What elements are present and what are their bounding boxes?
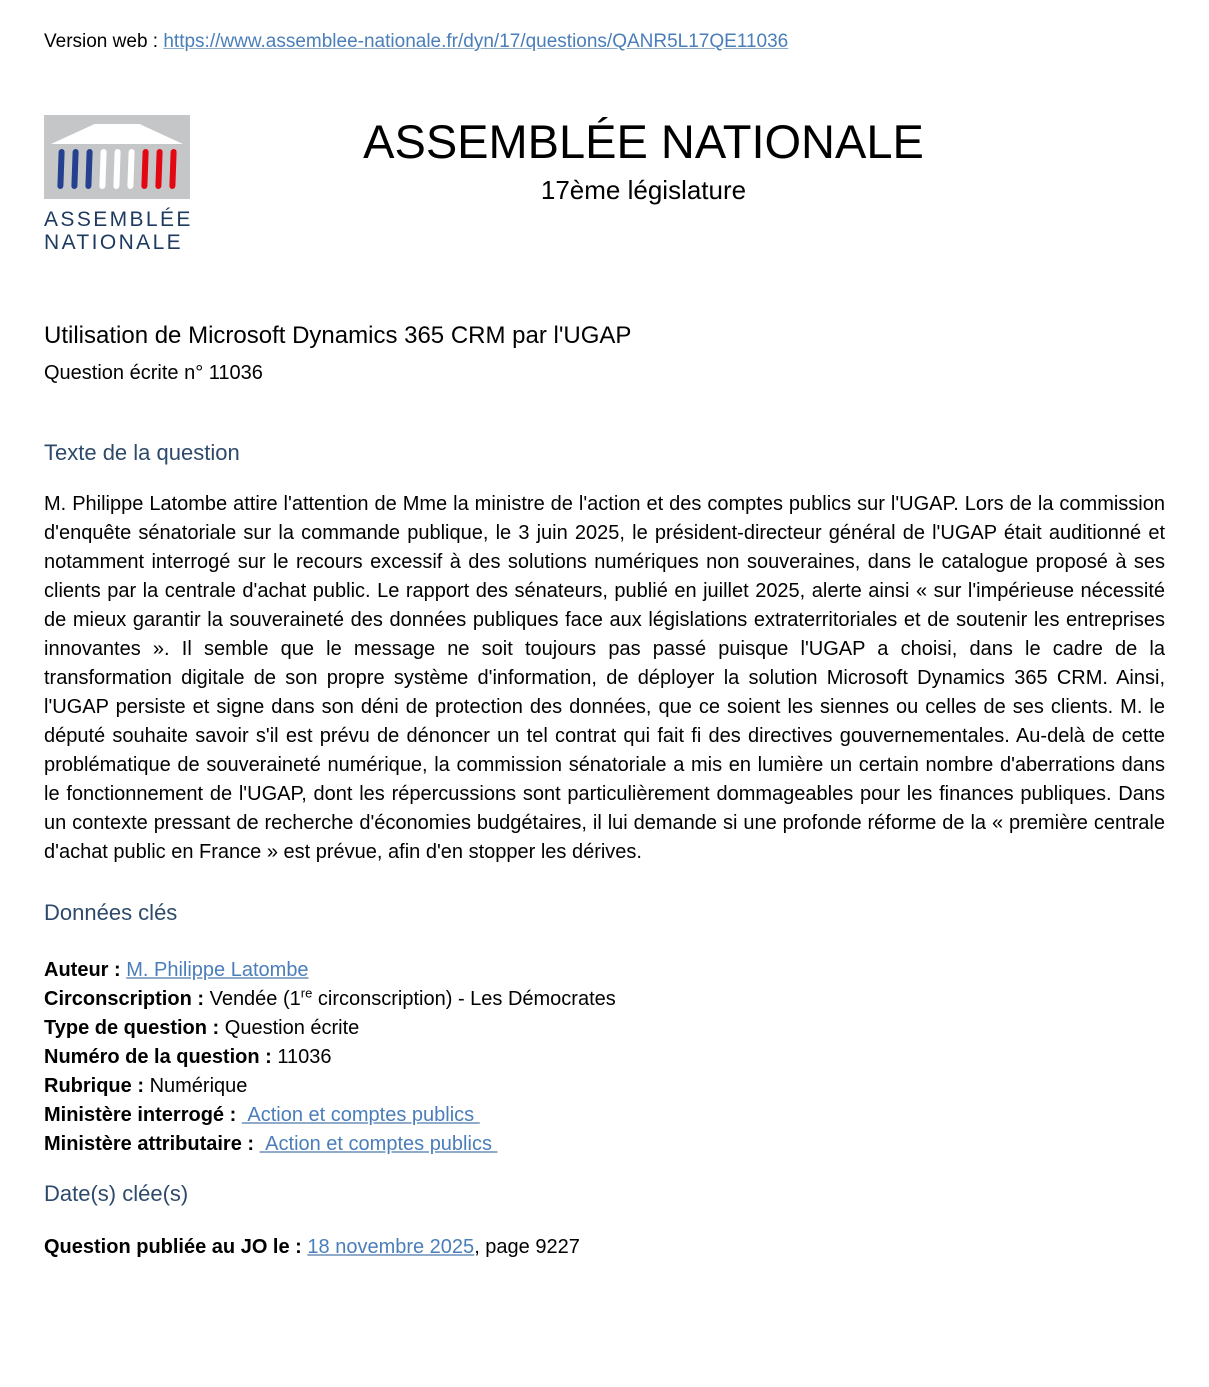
row-ministere-attributaire xyxy=(44,1130,1165,1159)
logo-column xyxy=(71,149,78,189)
pediment-shape xyxy=(51,124,183,144)
logo-column xyxy=(57,149,64,189)
auteur-link[interactable]: M. Philippe Latombe xyxy=(126,959,309,981)
legislature-subtitle: 17ème législature xyxy=(540,175,747,205)
logo-column xyxy=(141,149,148,189)
section-heading-donnees: Données clés xyxy=(44,900,178,925)
section-heading-dates: Date(s) clée(s) xyxy=(44,1181,189,1206)
type-question-label: Type de question : xyxy=(44,1017,220,1039)
logo-wordmark-line1: ASSEMBLÉE xyxy=(44,208,193,231)
rubrique-label: Rubrique : xyxy=(44,1075,144,1097)
logo-wordmark xyxy=(44,208,196,254)
auteur-label: Auteur : xyxy=(44,959,121,981)
version-web-line xyxy=(44,30,1165,53)
publication-page-suffix: , page 9227 xyxy=(474,1236,580,1258)
logo-column xyxy=(99,149,106,189)
row-ministere-interroge xyxy=(44,1101,1165,1130)
numero-question-value: 11036 xyxy=(277,1046,332,1068)
row-rubrique xyxy=(44,1072,1165,1101)
ministere-attributaire-label: Ministère attributaire : xyxy=(44,1133,255,1155)
logo-column xyxy=(113,149,120,189)
row-type-question xyxy=(44,1014,1165,1043)
question-number-line: Question écrite n° 11036 xyxy=(44,362,263,384)
question-body-text: M. Philippe Latombe attire l'attention de Mme la ministre de l'action et des comptes publics sur l'UGAP. Lors de la commission d'enquête sénatoriale sur la commande publique, le 3 juin 2025, le président-directeur général de l'UGAP était auditionné et notamment interrogé sur le recours excessif à des solutions numériques non souveraines, dans le catalogue proposé à ses clients par la centrale d'achat public. Le rapport des sénateurs, publié en juillet 2025, alerte ainsi « sur l'impérieuse nécessité de mieux garantir la souveraineté des données publiques face aux législations extraterritoriales et de soutenir les entreprises innovantes ». Il semble que le message ne soit toujours pas passé puisque l'UGAP a choisi, dans le cadre de la transformation digitale de son propre système d'information, de déployer la solution Microsoft Dynamics 365 CRM. Ainsi, l'UGAP persiste et signe dans son déni de protection des données, que ce soient les siennes ou celles de ses clients. M. le député souhaite savoir s'il est prévu de dénoncer un tel contrat qui fait fi des directives gouvernementales. Au-delà de cette problématique de souveraineté numérique, la commission sénatoriale a mis en lumière un certain nombre d'aberrations dans le fonctionnement de l'UGAP, dont les répercussions sont particulièrement dommageables pour les finances publiques. Dans un contexte pressant de recherche d'économies budgétaires, il lui demande si une profonde réforme de la « première centrale d'achat public en France » est prévue, afin d'en stopper les dérives. xyxy=(44,493,1165,863)
row-circonscription xyxy=(44,985,1165,1014)
logo-column xyxy=(169,149,176,189)
version-web-link[interactable]: https://www.assemblee-nationale.fr/dyn/17/questions/QANR5L17QE11036 xyxy=(163,31,789,52)
circonscription-label: Circonscription : xyxy=(44,988,205,1010)
logo-column xyxy=(127,149,134,189)
version-web-label: Version web : xyxy=(44,31,159,52)
section-heading-texte: Texte de la question xyxy=(44,440,240,465)
circonscription-value: Vendée (1re circonscription) - Les Démocrates xyxy=(209,985,616,1010)
page-header xyxy=(44,115,1165,254)
header-title-area xyxy=(196,115,1165,205)
publication-label: Question publiée au JO le : xyxy=(44,1236,302,1258)
assemblee-building-icon xyxy=(44,115,190,199)
assemblee-nationale-logo xyxy=(44,115,196,254)
numero-question-label: Numéro de la question : xyxy=(44,1046,272,1068)
logo-wordmark-line2: NATIONALE xyxy=(44,231,184,254)
page-title: ASSEMBLÉE NATIONALE xyxy=(363,115,924,168)
ministere-attributaire-link[interactable]: Action et comptes publics xyxy=(259,1133,498,1155)
type-question-value: Question écrite xyxy=(224,1017,360,1039)
ministere-interroge-label: Ministère interrogé : xyxy=(44,1104,237,1126)
publication-date-link[interactable]: 18 novembre 2025 xyxy=(307,1236,475,1258)
row-auteur xyxy=(44,956,1165,985)
logo-column xyxy=(85,149,92,189)
publication-line xyxy=(44,1233,1165,1262)
row-numero-question xyxy=(44,1043,1165,1072)
logo-column xyxy=(155,149,162,189)
ministere-interroge-link[interactable]: Action et comptes publics xyxy=(241,1104,480,1126)
question-title: Utilisation de Microsoft Dynamics 365 CRM par l'UGAP xyxy=(44,322,632,349)
tricolor-columns xyxy=(58,149,176,189)
rubrique-value: Numérique xyxy=(149,1075,248,1097)
key-data-list xyxy=(44,956,1165,1159)
